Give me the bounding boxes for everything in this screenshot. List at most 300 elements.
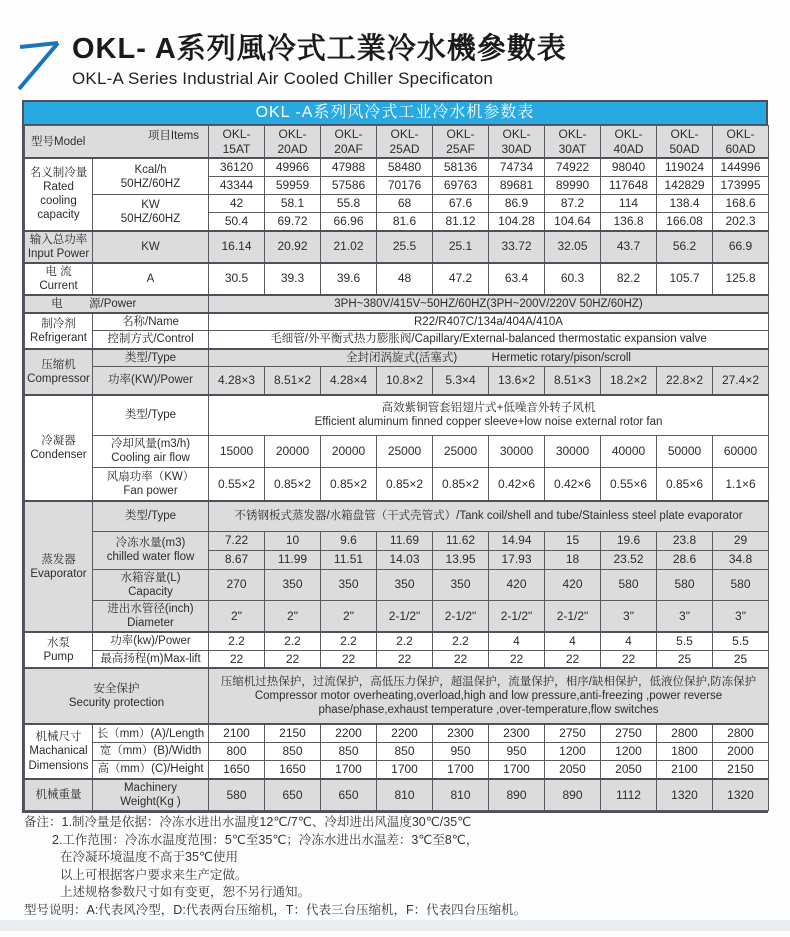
row-label — [93, 467, 209, 501]
spec-value: 11.69 — [377, 531, 433, 550]
spec-value: 89990 — [545, 176, 601, 194]
spec-value: 59959 — [265, 176, 321, 194]
spec-value: 350 — [321, 569, 377, 600]
spec-value: 60.3 — [545, 263, 601, 295]
spec-value: 2800 — [657, 724, 713, 742]
spec-value: 2100 — [657, 761, 713, 779]
spec-value: 30.5 — [209, 263, 265, 295]
spec-value: 20000 — [321, 435, 377, 467]
spec-value-merged — [209, 395, 769, 435]
row-label: 机械重量 — [25, 779, 93, 811]
spec-value: 420 — [489, 569, 545, 600]
spec-value: 25 — [657, 650, 713, 668]
cell-line: 制冷剂 — [41, 317, 76, 330]
spec-value: 850 — [321, 743, 377, 761]
spec-value: 25 — [713, 650, 769, 668]
table-row — [25, 158, 769, 176]
spec-value: 119024 — [657, 158, 713, 176]
cell-line: OKL- — [670, 127, 699, 141]
row-label — [25, 349, 93, 396]
spec-value: 20.92 — [265, 231, 321, 263]
spec-value: 580 — [713, 569, 769, 600]
spec-value: 2750 — [545, 724, 601, 742]
spec-value: 22 — [601, 650, 657, 668]
spec-value: 22 — [321, 650, 377, 668]
row-label: 类型/Type — [93, 395, 209, 435]
table-row — [25, 531, 769, 550]
spec-value: 3" — [713, 600, 769, 632]
model-header — [489, 126, 545, 159]
spec-value: 4 — [545, 632, 601, 650]
spec-value: 81.6 — [377, 212, 433, 230]
spec-value: 25.5 — [377, 231, 433, 263]
row-label: 类型/Type — [93, 501, 209, 531]
row-label — [93, 569, 209, 600]
cell-line: 40AD — [613, 141, 644, 156]
cell-line: Compressor motor overheating,overload,high and low pressure,anti-freezing ,power reverse — [254, 690, 723, 703]
spec-value: 5.5 — [657, 632, 713, 650]
row-label-zh: 电 — [51, 297, 63, 310]
spec-value: 36120 — [209, 158, 265, 176]
row-label: 长（mm）(A)/Length — [93, 724, 209, 742]
spec-table-body — [25, 126, 769, 811]
spec-value: 1650 — [209, 761, 265, 779]
row-label — [25, 395, 93, 501]
spec-value: 2300 — [433, 724, 489, 742]
spec-value: 173995 — [713, 176, 769, 194]
spec-value: 25000 — [377, 435, 433, 467]
spec-value: 2.2 — [209, 632, 265, 650]
spec-value: 2150 — [265, 724, 321, 742]
row-label — [93, 600, 209, 632]
cell-line: 30AT — [558, 141, 587, 156]
spec-value: 0.55×2 — [209, 467, 265, 501]
table-row — [25, 331, 769, 349]
spec-value: 2-1/2" — [545, 600, 601, 632]
spec-value: 67.6 — [433, 194, 489, 212]
spec-value: 350 — [377, 569, 433, 600]
spec-value: 40000 — [601, 435, 657, 467]
spec-value: 1.1×6 — [713, 467, 769, 501]
spec-value: 2750 — [601, 724, 657, 742]
row-label — [93, 435, 209, 467]
cell-line: OKL- — [390, 127, 419, 141]
spec-value: 1112 — [601, 779, 657, 811]
model-header — [377, 126, 433, 159]
table-row — [25, 366, 769, 395]
spec-value: 74922 — [545, 158, 601, 176]
table-row — [25, 569, 769, 600]
spec-value: 810 — [433, 779, 489, 811]
spec-value: 104.28 — [489, 212, 545, 230]
spec-value: 890 — [545, 779, 601, 811]
spec-value: 1650 — [265, 761, 321, 779]
footer-strip — [0, 920, 790, 931]
table-row — [25, 194, 769, 212]
corner-header-cell — [25, 126, 209, 159]
row-label — [25, 263, 93, 295]
spec-value: 70176 — [377, 176, 433, 194]
page-title: OKL- A系列風冷式工業冷水機參數表 — [72, 33, 567, 65]
table-row — [25, 349, 769, 367]
spec-value: 1700 — [489, 761, 545, 779]
spec-value: 43.7 — [601, 231, 657, 263]
spec-value: 89681 — [489, 176, 545, 194]
cell-line: Input Power — [27, 247, 90, 260]
model-axis-label: 型号Model — [31, 136, 86, 148]
spec-value: 1700 — [433, 761, 489, 779]
cell-line: 水箱容量(L) — [120, 571, 181, 584]
spec-value: 2" — [209, 600, 265, 632]
cell-line: 名义制冷量 — [29, 167, 88, 180]
spec-value: 15 — [545, 531, 601, 550]
spec-value: 3" — [601, 600, 657, 632]
spec-value: 56.2 — [657, 231, 713, 263]
spec-value: 0.85×2 — [265, 467, 321, 501]
cell-line: chilled water flow — [106, 551, 195, 564]
spec-value: 0.42×6 — [545, 467, 601, 501]
spec-value: 33.72 — [489, 231, 545, 263]
model-header — [545, 126, 601, 159]
spec-value: 48 — [377, 263, 433, 295]
cell-line: 50HZ/60HZ — [120, 177, 181, 190]
spec-value: 87.2 — [545, 194, 601, 212]
cell-line: Security protection — [68, 697, 165, 710]
table-row — [25, 501, 769, 531]
model-header — [601, 126, 657, 159]
cell-line: Machanical — [29, 745, 88, 758]
spec-table — [24, 125, 769, 811]
spec-value: 18.2×2 — [601, 366, 657, 395]
table-row — [25, 650, 769, 668]
spec-value: 98040 — [601, 158, 657, 176]
spec-value: 23.52 — [601, 550, 657, 569]
table-row — [25, 600, 769, 632]
cell-line: Pump — [43, 651, 74, 664]
cell-line: Weight(Kg ) — [120, 795, 181, 808]
spec-sheet — [22, 100, 768, 813]
table-row — [25, 126, 769, 159]
spec-value: 125.8 — [713, 263, 769, 295]
spec-value: 47988 — [321, 158, 377, 176]
arrow-logo-icon — [14, 34, 66, 96]
cell-line: OKL- — [222, 127, 251, 141]
row-label: 功率(KW)/Power — [93, 366, 209, 395]
spec-value: 42 — [209, 194, 265, 212]
cell-line: 压缩机 — [41, 358, 76, 371]
spec-value: 58480 — [377, 158, 433, 176]
spec-value: 82.2 — [601, 263, 657, 295]
table-row — [25, 263, 769, 295]
table-row — [25, 295, 769, 313]
spec-value: 0.85×2 — [377, 467, 433, 501]
row-label: KW — [93, 231, 209, 263]
spec-value: 50.4 — [209, 212, 265, 230]
spec-value: 580 — [601, 569, 657, 600]
model-header — [265, 126, 321, 159]
spec-value: 950 — [489, 743, 545, 761]
spec-value: 2200 — [377, 724, 433, 742]
spec-value: 2000 — [713, 743, 769, 761]
spec-value: 68 — [377, 194, 433, 212]
spec-value: 30000 — [489, 435, 545, 467]
spec-value: 19.6 — [601, 531, 657, 550]
spec-value: 30000 — [545, 435, 601, 467]
row-label: 宽（mm）(B)/Width — [93, 743, 209, 761]
spec-value: 2150 — [713, 761, 769, 779]
spec-value: 17.93 — [489, 550, 545, 569]
cell-line: OKL- — [502, 127, 531, 141]
cell-line: 50HZ/60HZ — [120, 213, 181, 226]
cell-line: capacity — [37, 209, 80, 222]
cell-line: OKL- — [614, 127, 643, 141]
spec-value-merged: R22/R407C/134a/404A/410A — [209, 313, 769, 331]
spec-value: 1800 — [657, 743, 713, 761]
spec-value: 890 — [489, 779, 545, 811]
spec-value: 57586 — [321, 176, 377, 194]
cell-line: Dimensions — [28, 759, 89, 772]
cell-line: Current — [39, 279, 78, 292]
spec-value: 86.9 — [489, 194, 545, 212]
row-label: A — [93, 263, 209, 295]
cell-line: 15AT — [222, 141, 251, 156]
spec-value: 166.08 — [657, 212, 713, 230]
row-label-en: 源/Power — [89, 297, 137, 310]
items-axis-label: 项目Items — [147, 130, 199, 142]
row-label — [25, 724, 93, 778]
spec-value: 2200 — [321, 724, 377, 742]
row-label: 最高扬程(m)Max-lift — [93, 650, 209, 668]
spec-value: 16.14 — [209, 231, 265, 263]
cell-line: 冷却风量(m3/h) — [110, 438, 191, 451]
spec-value: 55.8 — [321, 194, 377, 212]
spec-value: 7.22 — [209, 531, 265, 550]
cell-line: Condenser — [30, 449, 87, 462]
spec-value: 1200 — [545, 743, 601, 761]
spec-value: 58.1 — [265, 194, 321, 212]
spec-value: 105.7 — [657, 263, 713, 295]
spec-value: 0.85×2 — [321, 467, 377, 501]
spec-value: 22 — [265, 650, 321, 668]
model-header — [209, 126, 265, 159]
spec-value: 168.6 — [713, 194, 769, 212]
spec-value: 34.8 — [713, 550, 769, 569]
cell-line: 20AD — [277, 141, 308, 156]
model-header — [321, 126, 377, 159]
spec-value: 0.55×6 — [601, 467, 657, 501]
table-row — [25, 761, 769, 779]
cell-line: phase/phase,exhaust temperature ,over-temperature,flow switches — [318, 704, 659, 717]
row-label: 类型/Type — [93, 349, 209, 367]
spec-value: 10.8×2 — [377, 366, 433, 395]
spec-value: 2300 — [489, 724, 545, 742]
note-line: 型号说明：A:代表风冷型，D:代表两台压缩机，T：代表三台压缩机，F：代表四台压缩机。 — [24, 902, 527, 917]
model-header — [433, 126, 489, 159]
note-line: 上述规格参数尺寸如有变更，恕不另行通知。 — [60, 885, 311, 899]
spec-value: 22 — [377, 650, 433, 668]
spec-value: 9.6 — [321, 531, 377, 550]
table-row — [25, 632, 769, 650]
spec-value: 4.28×4 — [321, 366, 377, 395]
spec-value: 2100 — [209, 724, 265, 742]
spec-value: 2" — [265, 600, 321, 632]
cell-line: 安全保护 — [93, 683, 140, 696]
spec-value: 10 — [265, 531, 321, 550]
spec-value: 950 — [433, 743, 489, 761]
row-label — [25, 231, 93, 263]
table-title-banner: OKL -A系列风冷式工业冷水机参数表 — [24, 102, 766, 125]
spec-value: 0.85×2 — [433, 467, 489, 501]
row-label — [93, 531, 209, 569]
spec-value: 2.2 — [377, 632, 433, 650]
row-label — [93, 779, 209, 811]
spec-value: 5.5 — [713, 632, 769, 650]
spec-value: 0.85×6 — [657, 467, 713, 501]
spec-value: 2.2 — [433, 632, 489, 650]
spec-value: 580 — [209, 779, 265, 811]
spec-value: 5.3×4 — [433, 366, 489, 395]
spec-value: 202.3 — [713, 212, 769, 230]
spec-value: 15000 — [209, 435, 265, 467]
spec-value: 350 — [433, 569, 489, 600]
model-header — [657, 126, 713, 159]
spec-value: 270 — [209, 569, 265, 600]
row-label — [93, 158, 209, 194]
spec-value: 2050 — [601, 761, 657, 779]
spec-value: 21.02 — [321, 231, 377, 263]
cell-line: KW — [141, 199, 160, 212]
spec-value-merged: 3PH~380V/415V~50HZ/60HZ(3PH~200V/220V 50HZ/60HZ) — [209, 295, 769, 313]
cell-line: 高效紫铜管套铝翅片式+低噪音外转子风机 — [381, 402, 596, 415]
spec-value: 114 — [601, 194, 657, 212]
spec-value: 69763 — [433, 176, 489, 194]
cell-line: 25AF — [446, 141, 475, 156]
cell-line: 风扇功率（KW） — [106, 470, 195, 483]
spec-value: 81.12 — [433, 212, 489, 230]
spec-value-merged: 毛细管/外平衡式热力膨胀阀/Capillary/External-balanced thermostatic expansion valve — [209, 331, 769, 349]
cell-line: 60AD — [725, 141, 756, 156]
cell-line: OKL- — [278, 127, 307, 141]
spec-value: 8.51×3 — [545, 366, 601, 395]
cell-line: Machinery — [123, 781, 178, 794]
spec-value-merged: 不锈钢板式蒸发器/水箱盘管（干式壳管式）/Tank coil/shell and tube/Stainless steel plate evaporator — [209, 501, 769, 531]
spec-value: 43344 — [209, 176, 265, 194]
spec-value: 8.51×2 — [265, 366, 321, 395]
spec-value: 22.8×2 — [657, 366, 713, 395]
spec-value: 1200 — [601, 743, 657, 761]
cell-line: 水泵 — [47, 637, 70, 650]
cell-line: 电 流 — [45, 265, 72, 278]
spec-value: 1320 — [657, 779, 713, 811]
note-line: 在冷凝环境温度不高于35℃使用 — [60, 850, 238, 864]
note-line: 2.工作范围：冷冻水温度范围：5℃至35℃；冷冻水进出水温差：3℃至8℃， — [52, 832, 479, 847]
spec-value: 4 — [489, 632, 545, 650]
table-row — [25, 395, 769, 435]
cell-line: OKL- — [446, 127, 475, 141]
spec-value: 104.64 — [545, 212, 601, 230]
spec-value-merged: 全封闭涡旋式(活塞式) Hermetic rotary/pison/scroll — [209, 349, 769, 367]
spec-value: 11.62 — [433, 531, 489, 550]
spec-value: 1320 — [713, 779, 769, 811]
cell-line: Fan power — [123, 484, 178, 497]
spec-value: 350 — [265, 569, 321, 600]
table-row — [25, 724, 769, 742]
spec-value: 2.2 — [265, 632, 321, 650]
row-label — [25, 668, 209, 724]
row-label — [25, 501, 93, 632]
spec-value: 22 — [545, 650, 601, 668]
spec-value: 136.8 — [601, 212, 657, 230]
cell-line: Diameter — [127, 616, 174, 629]
cell-line: Capacity — [128, 585, 173, 598]
cell-line: Efficient aluminum finned copper sleeve+low noise external rotor fan — [314, 416, 663, 429]
cell-line: OKL- — [334, 127, 363, 141]
row-label — [25, 632, 93, 668]
spec-value: 11.99 — [265, 550, 321, 569]
cell-line: OKL- — [558, 127, 587, 141]
spec-value: 14.94 — [489, 531, 545, 550]
table-row — [25, 743, 769, 761]
spec-value: 28.6 — [657, 550, 713, 569]
spec-value: 14.03 — [377, 550, 433, 569]
spec-value: 650 — [321, 779, 377, 811]
table-row — [25, 467, 769, 501]
row-label: 高（mm）(C)/Height — [93, 761, 209, 779]
cell-line: 进出水管径(inch) — [107, 602, 194, 615]
row-label — [25, 158, 93, 230]
spec-value-merged — [209, 668, 769, 724]
cell-line: Refrigerant — [30, 331, 87, 344]
table-row — [25, 435, 769, 467]
spec-value: 2.2 — [321, 632, 377, 650]
spec-value: 25000 — [433, 435, 489, 467]
table-row — [25, 231, 769, 263]
spec-value: 3" — [657, 600, 713, 632]
cell-line: 50AD — [669, 141, 700, 156]
spec-value: 74734 — [489, 158, 545, 176]
spec-value: 2-1/2" — [433, 600, 489, 632]
model-header — [713, 126, 769, 159]
spec-value: 2-1/2" — [489, 600, 545, 632]
title-block — [72, 30, 567, 89]
spec-value: 18 — [545, 550, 601, 569]
spec-value: 1700 — [377, 761, 433, 779]
table-row — [25, 668, 769, 724]
spec-value: 4 — [601, 632, 657, 650]
spec-value: 2800 — [713, 724, 769, 742]
cell-line: Compressor — [27, 372, 90, 385]
row-label: 名称/Name — [93, 313, 209, 331]
spec-value: 66.9 — [713, 231, 769, 263]
spec-value: 20000 — [265, 435, 321, 467]
spec-value: 60000 — [713, 435, 769, 467]
spec-value: 39.6 — [321, 263, 377, 295]
spec-value: 49966 — [265, 158, 321, 176]
cell-line: 30AD — [501, 141, 532, 156]
spec-value: 580 — [657, 569, 713, 600]
spec-value: 39.3 — [265, 263, 321, 295]
cell-line: 机械尺寸 — [35, 731, 82, 744]
spec-value: 8.67 — [209, 550, 265, 569]
spec-value: 47.2 — [433, 263, 489, 295]
page-header — [14, 30, 567, 96]
spec-value: 810 — [377, 779, 433, 811]
spec-value: 13.6×2 — [489, 366, 545, 395]
spec-value: 27.4×2 — [713, 366, 769, 395]
row-label — [25, 295, 209, 313]
row-label: 功率(kw)/Power — [93, 632, 209, 650]
cell-line: 冷冻水量(m3) — [115, 537, 186, 550]
